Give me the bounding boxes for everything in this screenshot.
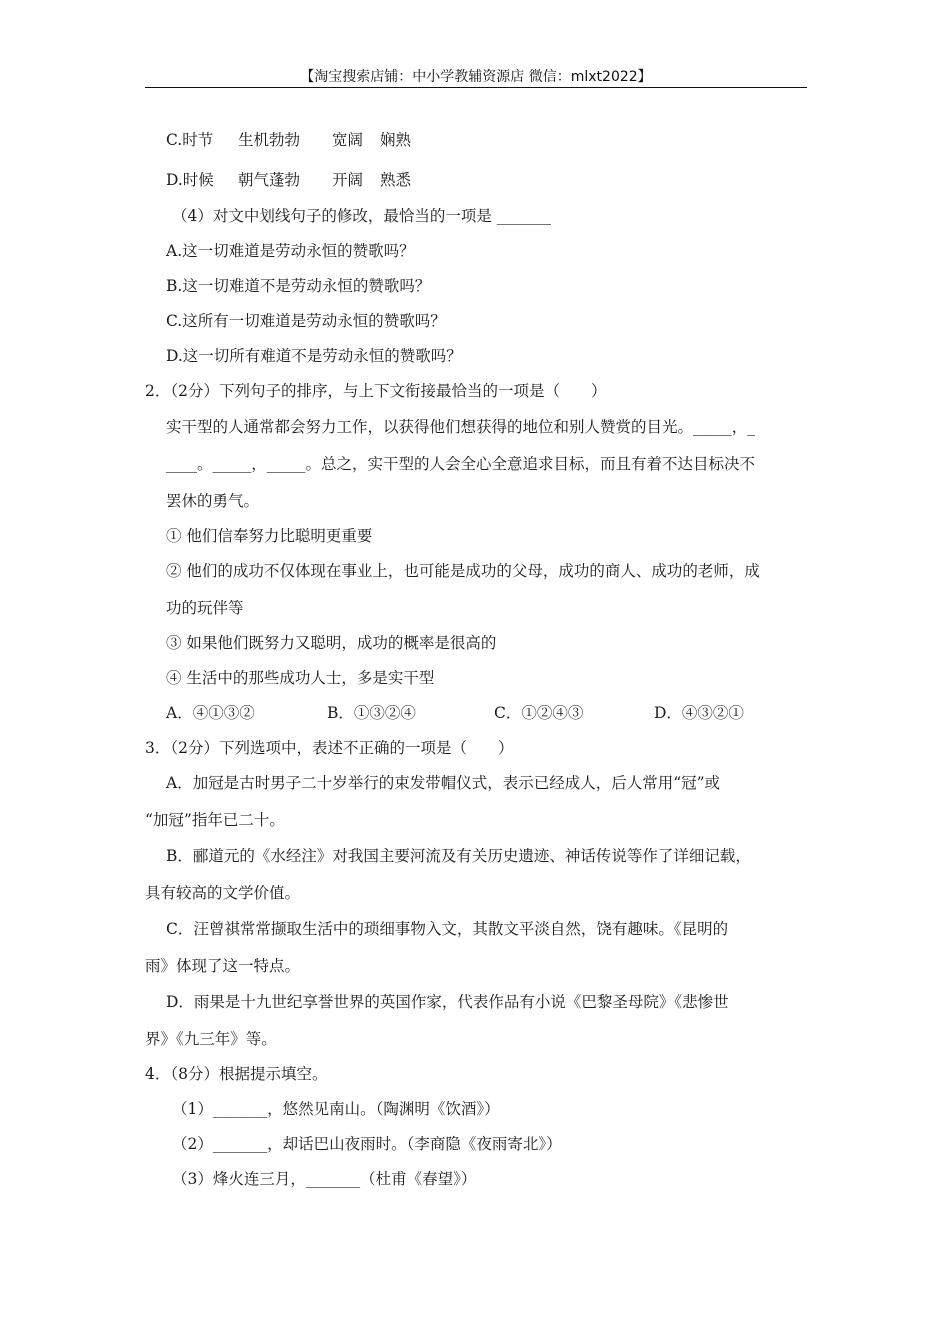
q2-sentence-3: ③ 如果他们既努力又聪明，成功的概率是很高的 <box>166 634 497 652</box>
option-word: 熟悉 <box>380 171 412 189</box>
q3-option-b-cont: 具有较高的文学价值。 <box>145 884 301 902</box>
q3-option-b: B．郦道元的《水经注》对我国主要河流及有关历史遗迹、神话传说等作了详细记载， <box>166 847 751 865</box>
q2-passage-line: ____。_____，_____。总之，实干型的人会全心全意追求目标，而且有着不达目标决不 <box>166 455 756 473</box>
option-letter: D.时候 <box>166 171 214 189</box>
q4-item-2: （2）_______，却话巴山夜雨时。（李商隐《夜雨寄北》） <box>172 1135 562 1153</box>
page-header: 【淘宝搜索店铺：中小学教辅资源店 微信：mlxt2022】 <box>300 69 652 85</box>
option-word: 宽阔 <box>332 131 364 149</box>
header-rule <box>145 87 807 88</box>
q2-passage-line: 实干型的人通常都会努力工作，以获得他们想获得的地位和别人赞赏的目光。_____，_ <box>166 418 756 436</box>
q4-item-1: （1）_______，悠然见南山。（陶渊明《饮酒》） <box>172 1100 500 1118</box>
q1-sub4-option-a: A.这一切难道是劳动永恒的赞歌吗？ <box>166 242 415 260</box>
q3-option-c-cont: 雨》体现了这一特点。 <box>145 957 301 975</box>
q3-option-d-cont: 界》《九三年》等。 <box>145 1030 277 1048</box>
option-word: 娴熟 <box>380 131 412 149</box>
q2-sentence-4: ④ 生活中的那些成功人士，多是实干型 <box>166 669 435 687</box>
q2-sentence-2: ② 他们的成功不仅体现在事业上，也可能是成功的父母，成功的商人、成功的老师，成 <box>166 562 760 580</box>
q3-option-c: C．汪曾祺常常撷取生活中的琐细事物入文，其散文平淡自然，饶有趣味。《昆明的 <box>166 920 729 938</box>
q4-item-3: （3）烽火连三月，_______（杜甫《春望》） <box>172 1170 477 1188</box>
q3-option-a-cont: “加冠”指年已二十。 <box>145 811 285 829</box>
q2-option-a: A．④①③② <box>166 704 255 722</box>
q1-option-c <box>166 130 411 150</box>
q1-sub4-option-d: D.这一切所有难道不是劳动永恒的赞歌吗？ <box>166 347 462 365</box>
q1-sub4-stem: （4）对文中划线句子的修改，最恰当的一项是 _______ <box>172 207 552 225</box>
q3-option-d: D．雨果是十九世纪享誉世界的英国作家，代表作品有小说《巴黎圣母院》《悲惨世 <box>166 993 729 1011</box>
q1-sub4-option-b: B.这一切难道不是劳动永恒的赞歌吗？ <box>166 277 431 295</box>
option-word: 开阔 <box>332 171 364 189</box>
q1-sub4-option-c: C.这所有一切难道是劳动永恒的赞歌吗？ <box>166 312 446 330</box>
option-letter: C.时节 <box>166 131 214 149</box>
option-word: 朝气蓬勃 <box>238 171 301 189</box>
q4-stem: 4．（8分）根据提示填空。 <box>145 1065 328 1083</box>
q3-stem: 3．（2分）下列选项中，表述不正确的一项是（ ） <box>145 739 514 757</box>
option-word: 生机勃勃 <box>238 131 301 149</box>
q2-sentence-2-cont: 功的玩伴等 <box>166 599 244 617</box>
q2-option-d: D．④③②① <box>654 704 744 722</box>
q2-option-c: C．①②④③ <box>494 704 584 722</box>
q2-stem: 2．（2分）下列句子的排序，与上下文衔接最恰当的一项是（ ） <box>145 382 607 400</box>
q2-passage-line: 罢休的勇气。 <box>166 492 260 510</box>
q2-sentence-1: ① 他们信奉努力比聪明更重要 <box>166 527 373 545</box>
q2-option-b: B．①③②④ <box>327 704 416 722</box>
q1-option-d <box>166 170 411 190</box>
q3-option-a: A．加冠是古时男子二十岁举行的束发带帽仪式，表示已经成人，后人常用“冠”或 <box>166 774 721 792</box>
